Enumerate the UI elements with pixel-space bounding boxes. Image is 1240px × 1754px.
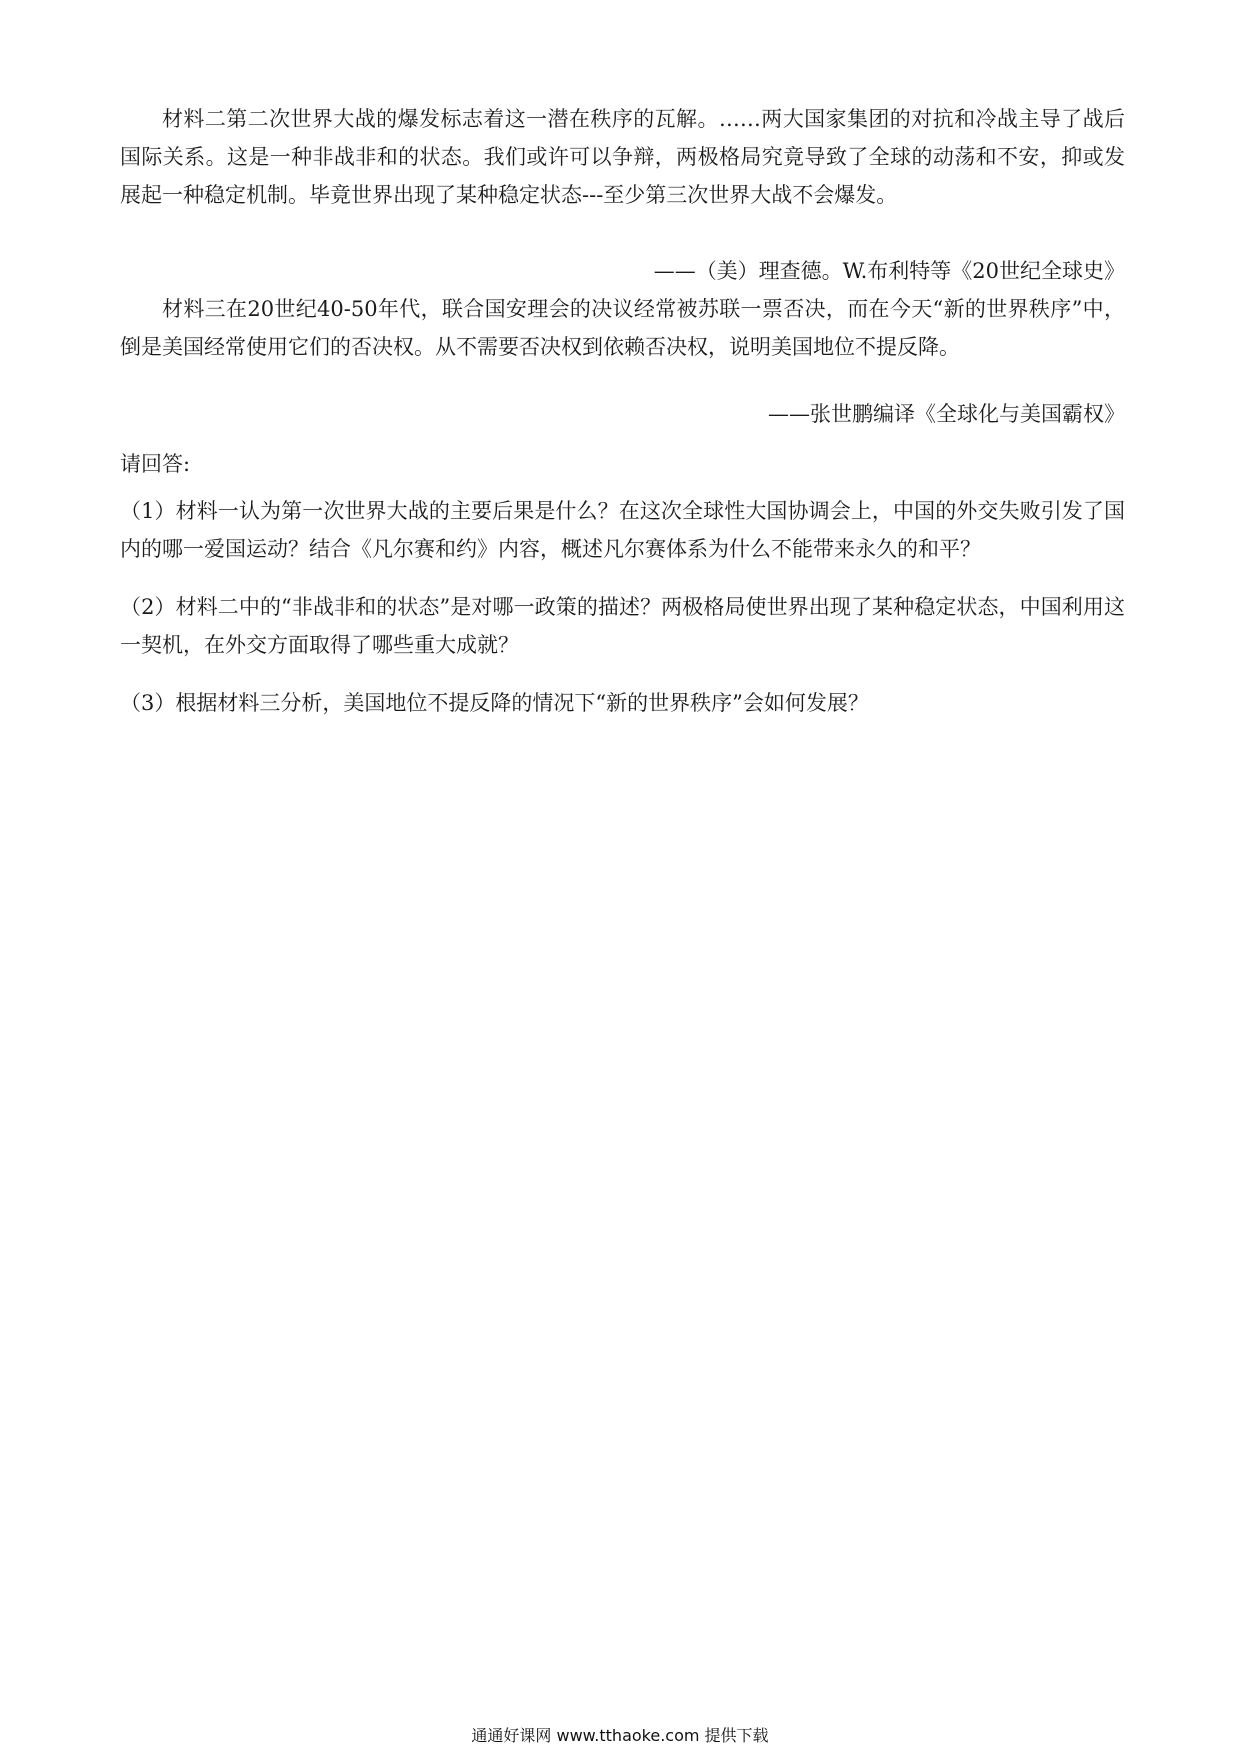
material-two-paragraph: 材料二第二次世界大战的爆发标志着这一潜在秩序的瓦解。……两大国家集团的对抗和冷战主导了战后国际关系。这是一种非战非和的状态。我们或许可以争辩，两极格局究竟导致了全球的动荡和不安，抑或发展起一种稳定机制。毕竟世界出现了某种稳定状态---至少第三次世界大战不会爆发。	[120, 107, 1125, 207]
material-two-source: ——（美）理查德。W.布利特等《20世纪全球史》	[653, 259, 1125, 283]
answer-prompt: 请回答:	[120, 452, 191, 476]
question-2: （2）材料二中的“非战非和的状态”是对哪一政策的描述？两极格局使世界出现了某种稳定状态，中国利用这一契机，在外交方面取得了哪些重大成就？	[120, 595, 1125, 657]
question-3: （3）根据材料三分析，美国地位不提反降的情况下“新的世界秩序”会如何发展？	[120, 691, 869, 715]
question-1: （1）材料一认为第一次世界大战的主要后果是什么？在这次全球性大国协调会上，中国的外交失败引发了国内的哪一爱国运动？结合《凡尔赛和约》内容，概述凡尔赛体系为什么不能带来永久的和平？	[120, 499, 1125, 561]
material-three-source: ——张世鹏编译《全球化与美国霸权》	[768, 402, 1125, 426]
page-footer: 通通好课网 www.tthaoke.com 提供下载	[471, 1726, 769, 1745]
material-three-paragraph: 材料三在20世纪40-50年代，联合国安理会的决议经常被苏联一票否决，而在今天“新的世界秩序”中，倒是美国经常使用它们的否决权。从不需要否决权到依赖否决权，说明美国地位不提反降。	[120, 297, 1125, 359]
